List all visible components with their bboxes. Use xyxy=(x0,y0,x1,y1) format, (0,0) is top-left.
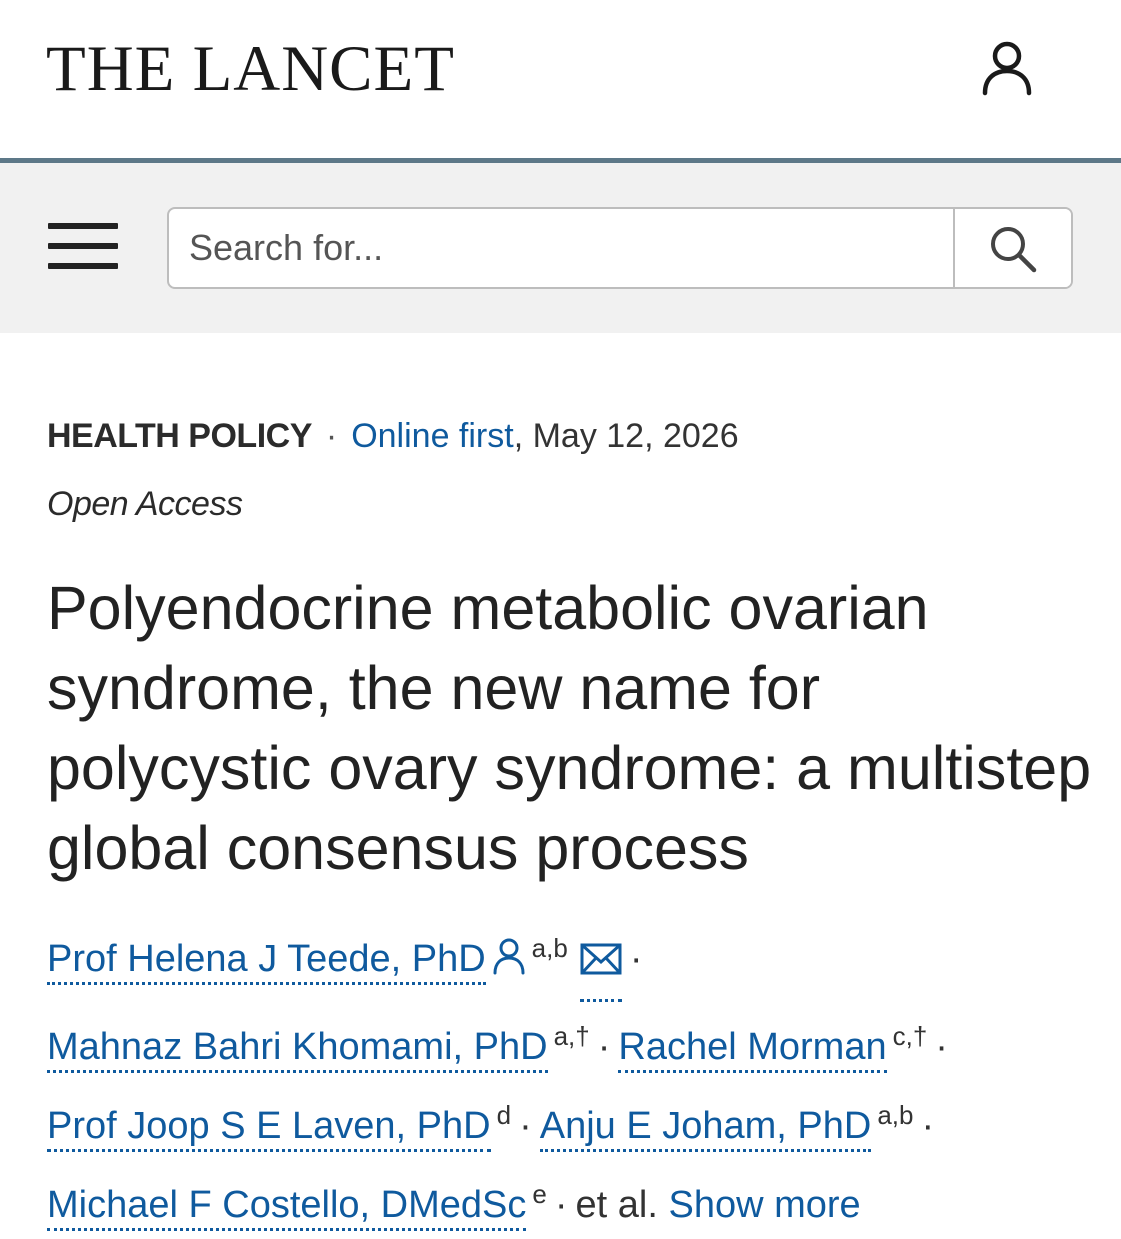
hamburger-line xyxy=(48,263,118,269)
author-link[interactable]: Mahnaz Bahri Khomami, PhD xyxy=(47,1026,548,1073)
email-author-link[interactable] xyxy=(580,929,622,1002)
author-separator: · xyxy=(935,1026,948,1068)
show-more-authors-link[interactable]: Show more xyxy=(668,1184,861,1226)
author-separator: · xyxy=(554,1184,568,1226)
author-link[interactable]: Michael F Costello, DMedSc xyxy=(47,1184,526,1231)
article-category: HEALTH POLICY xyxy=(47,417,312,455)
author-affiliation: d xyxy=(496,1100,512,1130)
user-account-button[interactable] xyxy=(980,38,1034,98)
author-separator: · xyxy=(597,1026,611,1068)
author-affiliation: c,† xyxy=(892,1021,928,1051)
site-header xyxy=(0,0,1121,158)
author-affiliation: a,b xyxy=(531,933,568,963)
article-meta xyxy=(47,414,739,458)
journal-logo[interactable]: THE LANCET xyxy=(46,33,455,105)
author-link[interactable]: Prof Joop S E Laven, PhD xyxy=(47,1105,491,1152)
publication-date: , May 12, 2026 xyxy=(513,417,739,455)
search-icon xyxy=(988,224,1038,274)
search-box xyxy=(167,207,1073,289)
article-title: Polyendocrine metabolic ovarian syndrome, the new name for polycystic ovary syndrome: a multistep global consensus process xyxy=(47,574,1092,882)
search-button[interactable] xyxy=(953,209,1071,287)
mail-icon xyxy=(580,943,622,975)
search-input[interactable] xyxy=(169,209,955,287)
search-toolbar xyxy=(0,163,1121,333)
meta-separator: · xyxy=(325,417,338,455)
author-link[interactable]: Prof Helena J Teede, PhD xyxy=(47,938,486,985)
et-al-text: et al. xyxy=(575,1184,658,1226)
person-icon xyxy=(492,937,526,975)
main-menu-button[interactable] xyxy=(48,223,118,273)
author-separator: · xyxy=(519,1105,532,1147)
author-affiliation: a,† xyxy=(553,1021,590,1051)
hamburger-line xyxy=(48,243,118,249)
author-affiliation: e xyxy=(532,1179,547,1209)
author-separator: · xyxy=(921,1105,935,1147)
author-list xyxy=(47,914,1107,1239)
author-affiliation: a,b xyxy=(877,1100,914,1130)
online-first-link[interactable]: Online first xyxy=(351,417,514,455)
hamburger-menu-icon xyxy=(48,223,118,229)
open-access-label: Open Access xyxy=(47,485,243,523)
author-link[interactable]: Anju E Joham, PhD xyxy=(540,1105,872,1152)
author-link[interactable]: Rachel Morman xyxy=(618,1026,886,1073)
user-icon xyxy=(980,38,1034,98)
author-separator: · xyxy=(629,938,643,980)
